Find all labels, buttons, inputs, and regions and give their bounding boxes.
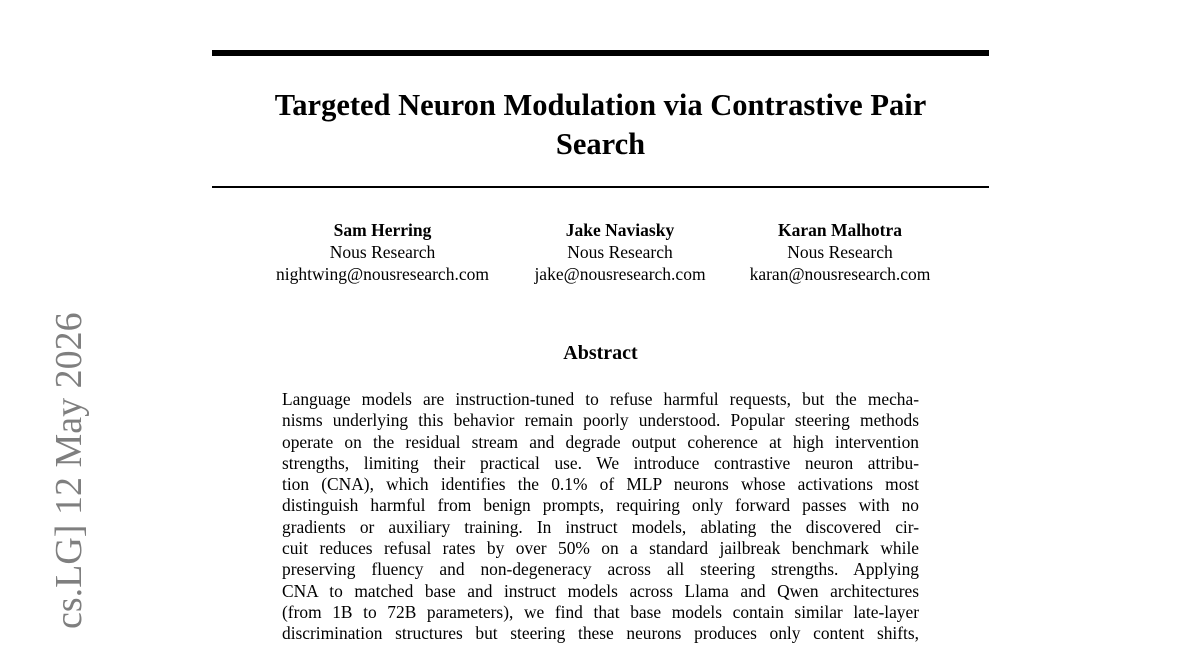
author-name: Karan Malhotra — [778, 220, 902, 240]
abstract-line: nisms underlying this behavior remain poorly understood. Popular steering methods — [282, 410, 919, 431]
author-block — [262, 219, 503, 285]
author-name: Sam Herring — [333, 220, 432, 240]
title-top-rule — [212, 50, 989, 56]
author-block — [738, 219, 942, 285]
author-email: karan@nousresearch.com — [749, 264, 931, 284]
abstract-line: discrimination structures but steering these neurons produces only content shifts, — [282, 623, 919, 644]
paper-title-line-1: Targeted Neuron Modulation via Contrastive Pair — [274, 88, 927, 122]
author-affiliation: Nous Research — [329, 242, 436, 262]
abstract-line: operate on the residual stream and degrade output coherence at high intervention — [282, 431, 919, 452]
author-email: nightwing@nousresearch.com — [276, 264, 489, 284]
abstract-line: preserving fluency and non-degeneracy across all steering strengths. Applying — [282, 559, 919, 580]
abstract-line: tion (CNA), which identifies the 0.1% of MLP neurons whose activations most — [282, 474, 919, 495]
author-affiliation: Nous Research — [787, 242, 893, 262]
abstract-line: strengths, limiting their practical use. We introduce contrastive neuron attribu- — [282, 452, 919, 473]
abstract-line: distinguish harmful from benign prompts, requiring only forward passes with no — [282, 495, 919, 516]
author-name: Jake Naviasky — [565, 220, 675, 240]
title-bottom-rule — [212, 186, 989, 188]
paper-title — [212, 86, 989, 164]
abstract-line: gradients or auxiliary training. In instruct models, ablating the discovered cir- — [282, 516, 919, 537]
arxiv-side-stamp: cs.LG] 12 May 2026 — [48, 312, 90, 629]
abstract-line: cuit reduces refusal rates by over 50% on a standard jailbreak benchmark while — [282, 538, 919, 559]
author-email: jake@nousresearch.com — [534, 264, 706, 284]
paper-title-line-2: Search — [555, 127, 646, 161]
abstract-heading: Abstract — [563, 342, 638, 364]
abstract-line: CNA to matched base and instruct models across Llama and Qwen architectures — [282, 580, 919, 601]
author-block — [522, 219, 718, 285]
abstract-body — [282, 389, 919, 645]
author-affiliation: Nous Research — [567, 242, 673, 262]
abstract-line: (from 1B to 72B parameters), we find that base models contain similar late-layer — [282, 601, 919, 622]
abstract-line: Language models are instruction-tuned to refuse harmful requests, but the mecha- — [282, 389, 919, 409]
